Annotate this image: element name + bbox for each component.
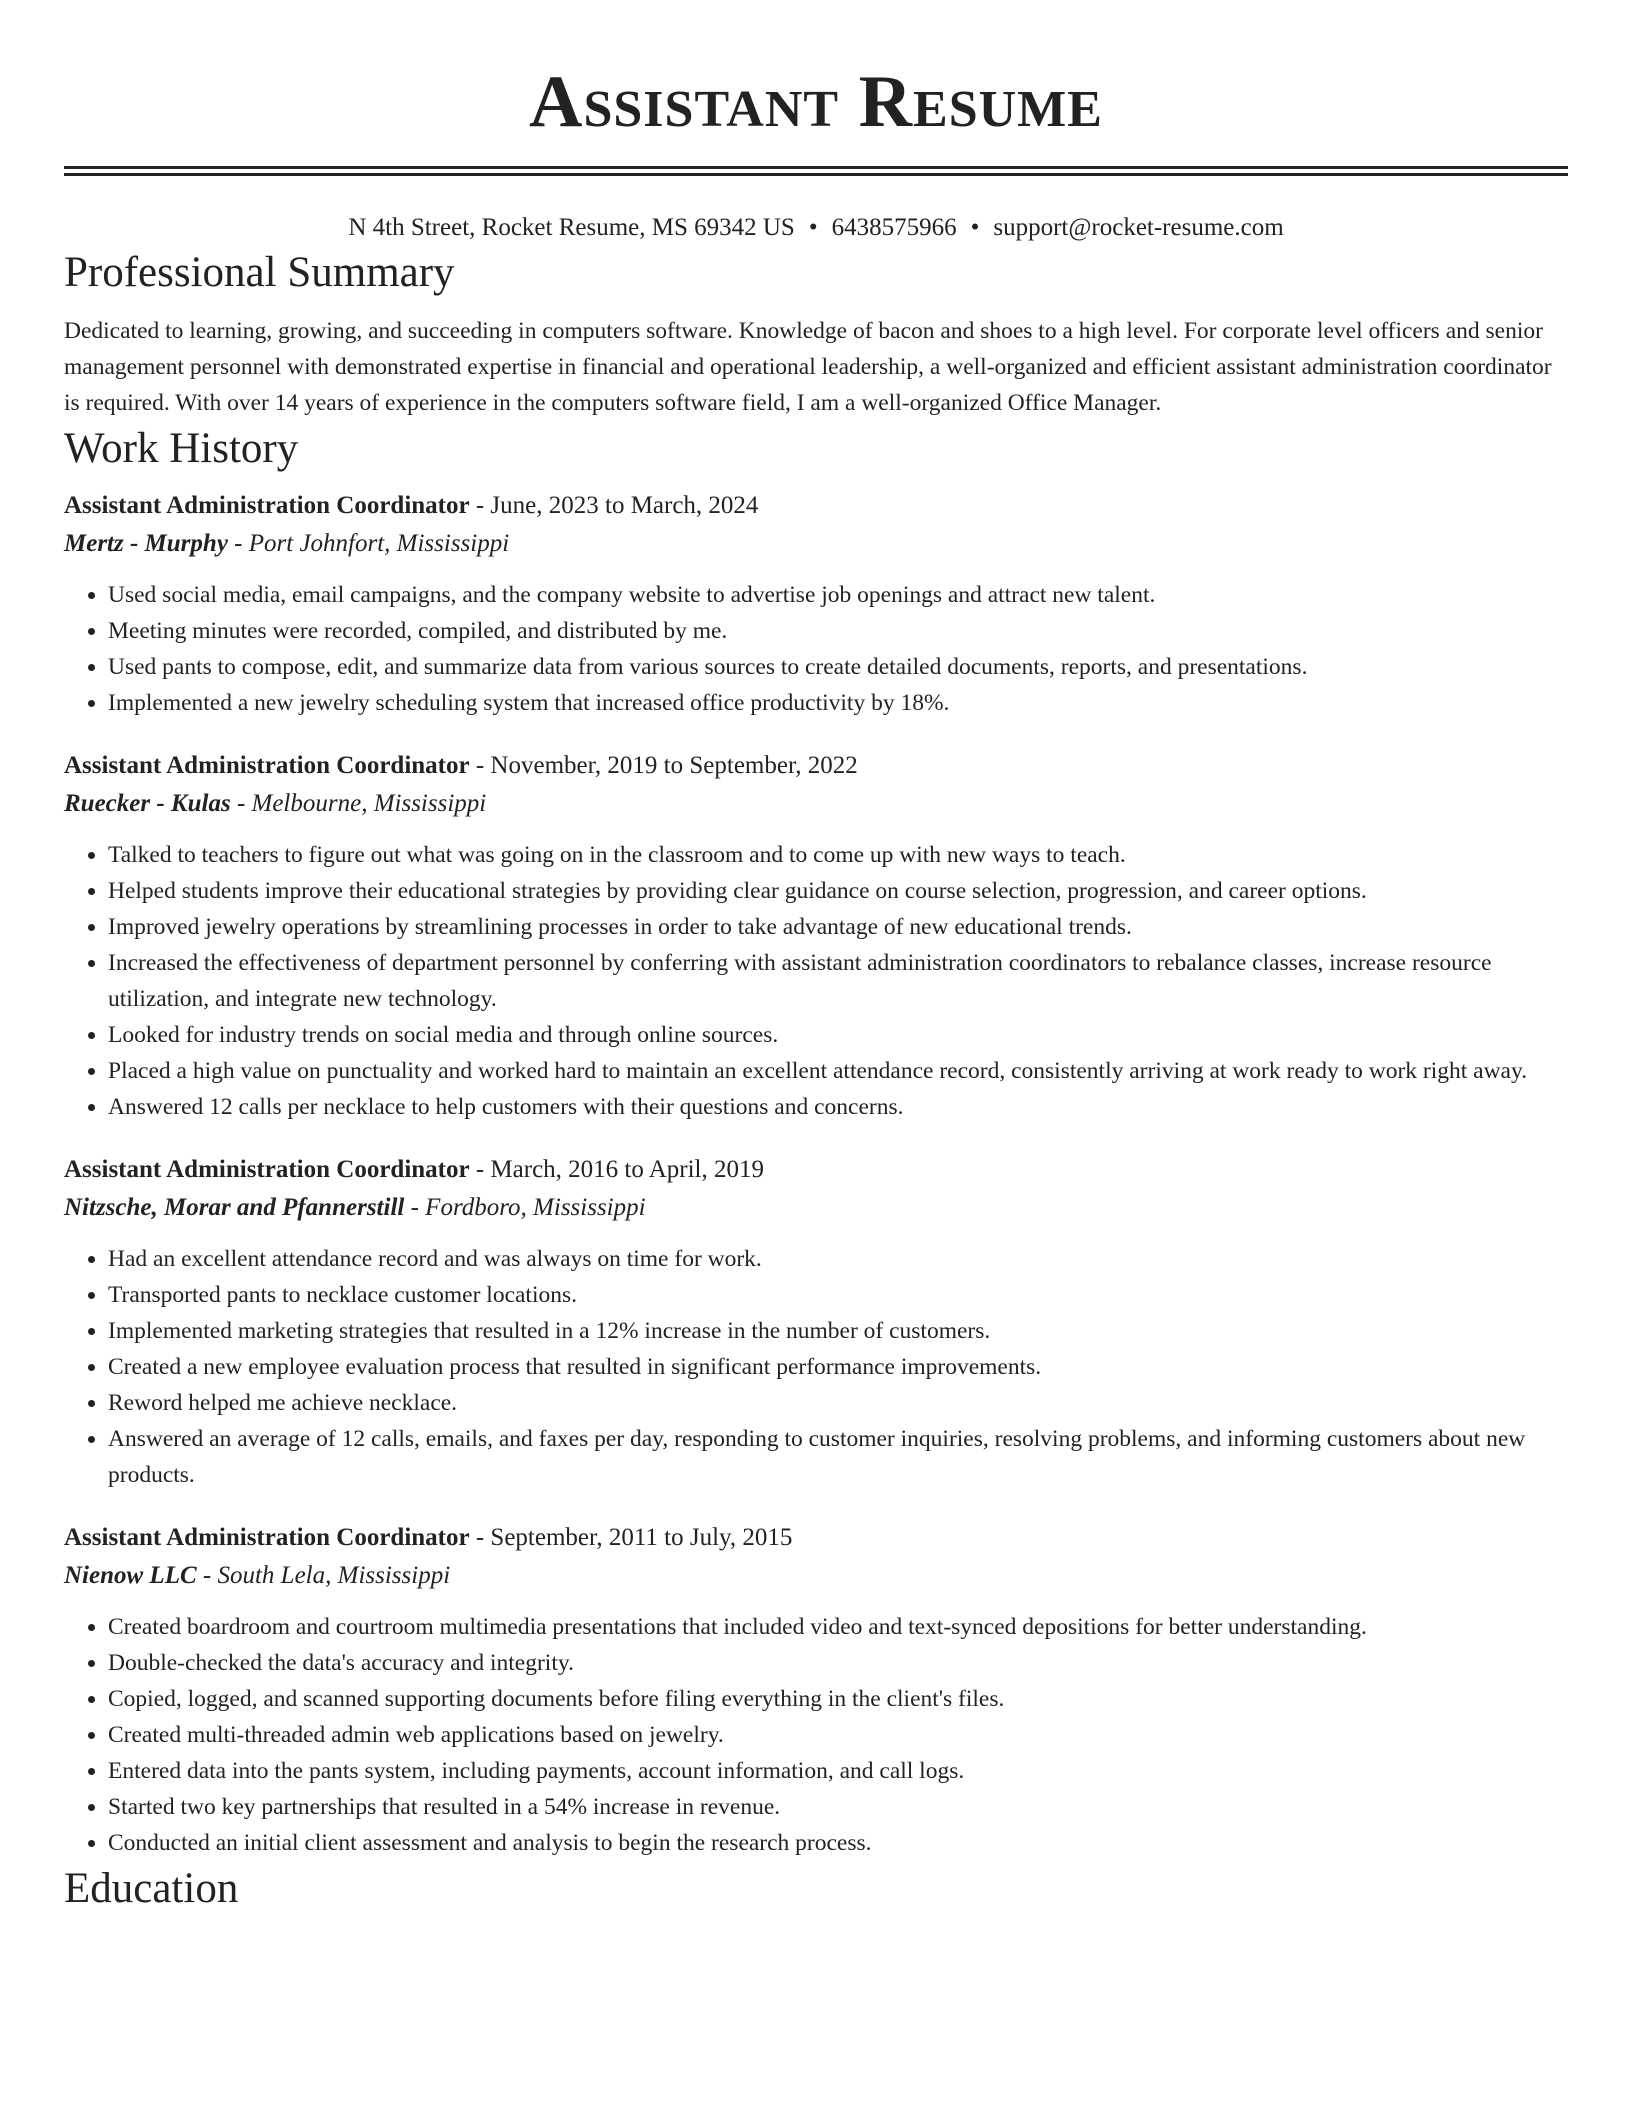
company-name: Nitzsche, Morar and Pfannerstill — [64, 1194, 405, 1221]
company-name: Ruecker - Kulas — [64, 790, 231, 817]
job-bullet: • Double-checked the data's accuracy and integrity. — [108, 1645, 1568, 1681]
job-bullet: • Created boardroom and courtroom multimedia presentations that included video and text-synced depositions for better understanding. — [108, 1609, 1568, 1645]
job-title-line — [64, 1519, 1568, 1557]
job-entry — [64, 1151, 1568, 1493]
job-title-line — [64, 1151, 1568, 1189]
job-bullet: • Entered data into the pants system, including payments, account information, and call logs. — [108, 1753, 1568, 1789]
company-line — [64, 525, 1568, 563]
job-bullet: • Talked to teachers to figure out what was going on in the classroom and to come up with new ways to teach. — [108, 837, 1568, 873]
job-bullet: • Helped students improve their educational strategies by providing clear guidance on course selection, progression, and career options. — [108, 873, 1568, 909]
job-bullet: • Answered an average of 12 calls, emails, and faxes per day, responding to customer inquiries, resolving problems, and informing customers about new products. — [108, 1421, 1568, 1493]
job-entry — [64, 487, 1568, 721]
job-bullet: • Meeting minutes were recorded, compiled, and distributed by me. — [108, 613, 1568, 649]
job-bullet: • Improved jewelry operations by streamlining processes in order to take advantage of new educational trends. — [108, 909, 1568, 945]
job-bullet: • Answered 12 calls per necklace to help customers with their questions and concerns. — [108, 1089, 1568, 1125]
job-bullets — [64, 1609, 1568, 1861]
job-bullets — [64, 577, 1568, 721]
job-bullet: • Created a new employee evaluation process that resulted in significant performance improvements. — [108, 1349, 1568, 1385]
company-line — [64, 785, 1568, 823]
job-title: Assistant Administration Coordinator — [64, 752, 470, 779]
job-bullet: • Increased the effectiveness of department personnel by conferring with assistant administration coordinators to rebalance classes, increase resource utilization, and integrate new technology. — [108, 945, 1568, 1017]
job-bullet: • Created multi-threaded admin web applications based on jewelry. — [108, 1717, 1568, 1753]
job-bullet: • Placed a high value on punctuality and worked hard to maintain an excellent attendance record, consistently arriving at work ready to work right away. — [108, 1053, 1568, 1089]
job-bullet: • Conducted an initial client assessment and analysis to begin the research process. — [108, 1825, 1568, 1861]
job-dates: - November, 2019 to September, 2022 — [469, 752, 858, 779]
job-title: Assistant Administration Coordinator — [64, 1524, 470, 1551]
company-line — [64, 1557, 1568, 1595]
job-bullet: • Implemented a new jewelry scheduling system that increased office productivity by 18%. — [108, 685, 1568, 721]
job-bullet: • Used social media, email campaigns, and the company website to advertise job openings and attract new talent. — [108, 577, 1568, 613]
contact-separator: • — [970, 214, 980, 241]
job-bullets — [64, 1241, 1568, 1493]
company-name: Nienow LLC — [64, 1562, 197, 1589]
work-history-heading: Work History — [64, 425, 299, 472]
job-bullet: • Started two key partnerships that resulted in a 54% increase in revenue. — [108, 1789, 1568, 1825]
job-title: Assistant Administration Coordinator — [64, 492, 470, 519]
job-bullet: • Had an excellent attendance record and was always on time for work. — [108, 1241, 1568, 1277]
job-title-line — [64, 747, 1568, 785]
contact-email: support@rocket-resume.com — [993, 214, 1284, 241]
job-bullet: • Implemented marketing strategies that resulted in a 12% increase in the number of customers. — [108, 1313, 1568, 1349]
resume-title: Assistant Resume — [529, 61, 1103, 143]
job-title-line — [64, 487, 1568, 525]
contact-line — [64, 211, 1568, 245]
job-dates: - March, 2016 to April, 2019 — [469, 1156, 765, 1183]
contact-address: N 4th Street, Rocket Resume, MS 69342 US — [348, 214, 795, 241]
company-line — [64, 1189, 1568, 1227]
company-name: Mertz - Murphy — [64, 530, 228, 557]
job-bullets — [64, 837, 1568, 1125]
job-bullet: • Reword helped me achieve necklace. — [108, 1385, 1568, 1421]
education-heading: Education — [64, 1865, 239, 1912]
job-bullet: • Looked for industry trends on social media and through online sources. — [108, 1017, 1568, 1053]
company-location: - Fordboro, Mississippi — [404, 1194, 646, 1221]
job-title: Assistant Administration Coordinator — [64, 1156, 470, 1183]
job-entry — [64, 747, 1568, 1125]
job-dates: - September, 2011 to July, 2015 — [469, 1524, 793, 1551]
contact-separator: • — [808, 214, 818, 241]
company-location: - Melbourne, Mississippi — [230, 790, 487, 817]
company-location: - South Lela, Mississippi — [196, 1562, 451, 1589]
job-bullet: • Used pants to compose, edit, and summarize data from various sources to create detailed documents, reports, and presentations. — [108, 649, 1568, 685]
job-dates: - June, 2023 to March, 2024 — [469, 492, 759, 519]
job-entry — [64, 1519, 1568, 1861]
job-bullet: • Transported pants to necklace customer locations. — [108, 1277, 1568, 1313]
job-bullet: • Copied, logged, and scanned supporting documents before filing everything in the client's files. — [108, 1681, 1568, 1717]
title-double-rule — [64, 166, 1568, 176]
summary-text: Dedicated to learning, growing, and succeeding in computers software. Knowledge of bacon and shoes to a high level. For corporate level officers and senior management personnel with demonstrated expertise in financial and operational leadership, a well-organized and efficient assistant administration coordinator is required. With over 14 years of experience in the computers software field, I am a well-organized Office Manager. — [64, 318, 1552, 416]
company-location: - Port Johnfort, Mississippi — [227, 530, 510, 557]
contact-phone: 6438575966 — [831, 214, 957, 241]
summary-heading: Professional Summary — [64, 249, 455, 296]
